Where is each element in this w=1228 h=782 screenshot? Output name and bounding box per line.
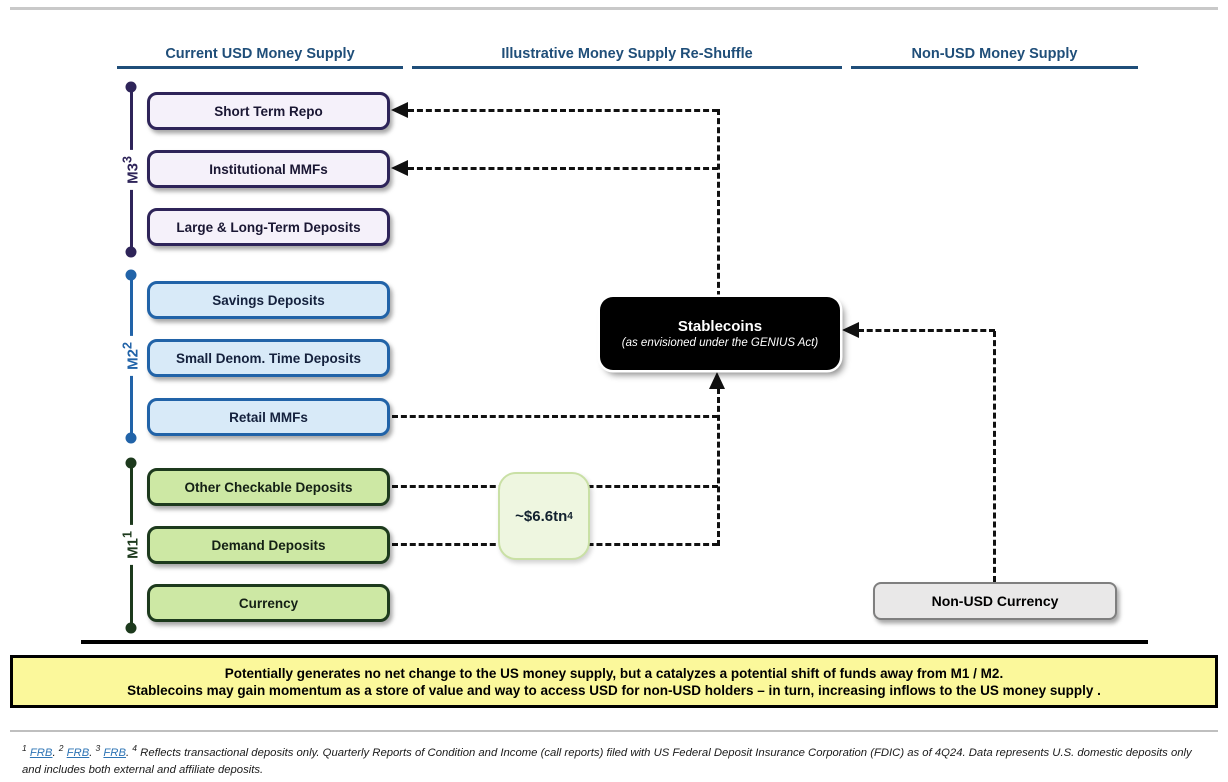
box-demand-deposits: Demand Deposits — [147, 526, 390, 564]
frb-link-2[interactable]: FRB — [66, 746, 90, 759]
m2-bracket-dot-top — [126, 270, 137, 281]
footnote-divider — [10, 730, 1218, 732]
m1-bracket-dot-top — [126, 458, 137, 469]
column-header-reshuffle: Illustrative Money Supply Re-Shuffle — [501, 46, 753, 62]
m1-label-sup: 1 — [120, 531, 135, 539]
m3-label-sup: 3 — [120, 156, 135, 164]
footnotes — [22, 742, 1202, 779]
m1-label-text: M1 — [124, 538, 142, 559]
column-header-non-usd: Non-USD Money Supply — [911, 46, 1078, 62]
frb-link-3[interactable]: FRB — [103, 746, 127, 759]
connector-vertical-above-stablecoins — [717, 109, 720, 297]
connector-stablecoins-to-repo — [408, 109, 718, 112]
column-header-current-usd-underline — [117, 66, 403, 69]
box-currency: Currency — [147, 584, 390, 622]
box-other-checkable-deposits: Other Checkable Deposits — [147, 468, 390, 506]
footnote-sep-3: . — [126, 746, 133, 759]
box-institutional-mmfs: Institutional MMFs — [147, 150, 390, 188]
stablecoins-subtitle: (as envisioned under the GENIUS Act) — [621, 337, 819, 349]
m3-bracket-dot-top — [126, 82, 137, 93]
frb-link-1[interactable]: FRB — [29, 746, 53, 759]
non-usd-currency-box: Non-USD Currency — [873, 582, 1117, 620]
column-header-current-usd: Current USD Money Supply — [165, 46, 355, 62]
amount-label: ~$6.6tn — [515, 507, 568, 525]
box-savings-deposits: Savings Deposits — [147, 281, 390, 319]
footnote-sup-3: 3 — [95, 743, 101, 753]
m2-label-sup: 2 — [120, 342, 135, 350]
box-retail-mmfs: Retail MMFs — [147, 398, 390, 436]
m1-bracket-dot-bottom — [126, 623, 137, 634]
summary-banner-line1: Potentially generates no net change to the US money supply, but a catalyzes a potential shift of funds away from M1 / M2. — [224, 665, 1004, 681]
footnote-text-4: Reflects transactional deposits only. Quarterly Reports of Condition and Income (call reports) filed with US Federal Deposit Insurance Corporation (FDIC) as of 4Q24. Data represents U.S. domestic deposits only and includes both external and affiliate deposits. — [22, 746, 1192, 776]
amount-sup: 4 — [567, 510, 573, 522]
summary-banner — [10, 655, 1218, 708]
bottom-divider — [81, 640, 1148, 644]
footnote-sep-1: . — [52, 746, 59, 759]
box-short-term-repo: Short Term Repo — [147, 92, 390, 130]
connector-vertical-below-stablecoins — [717, 388, 720, 546]
footnote-sup-2: 2 — [58, 743, 64, 753]
m1-bracket-label — [121, 525, 142, 565]
connector-stablecoins-to-institutional-mmfs — [408, 167, 718, 170]
column-header-reshuffle-underline — [412, 66, 842, 69]
connector-vertical-non-usd — [993, 331, 996, 582]
m2-bracket-label — [121, 336, 142, 376]
top-divider — [10, 7, 1218, 10]
amount-box — [498, 472, 590, 560]
m3-bracket-label — [121, 150, 142, 190]
m3-bracket-dot-bottom — [126, 247, 137, 258]
stablecoins-box — [600, 297, 840, 370]
column-header-non-usd-underline — [851, 66, 1138, 69]
summary-banner-line2: Stablecoins may gain momentum as a store of value and way to access USD for non-USD holders – in turn, increasing inflows to the US money supply . — [127, 682, 1101, 698]
m3-label-text: M3 — [124, 163, 142, 184]
m2-bracket-dot-bottom — [126, 433, 137, 444]
footnote-sep-2: . — [89, 746, 96, 759]
arrow-into-stablecoins-bottom-icon — [709, 372, 725, 389]
box-large-long-term-deposits: Large & Long-Term Deposits — [147, 208, 390, 246]
footnote-sup-4: 4 — [132, 743, 138, 753]
m2-label-text: M2 — [124, 349, 142, 370]
box-small-denom-time-deposits: Small Denom. Time Deposits — [147, 339, 390, 377]
footnote-sup-1: 1 — [22, 743, 27, 753]
arrow-into-institutional-mmfs-icon — [391, 160, 408, 176]
arrow-into-stablecoins-right-icon — [842, 322, 859, 338]
stablecoins-title: Stablecoins — [677, 318, 763, 335]
connector-retail-mmfs-to-stablecoins — [392, 415, 718, 418]
connector-non-usd-to-stablecoins — [858, 329, 995, 332]
arrow-into-repo-icon — [391, 102, 408, 118]
